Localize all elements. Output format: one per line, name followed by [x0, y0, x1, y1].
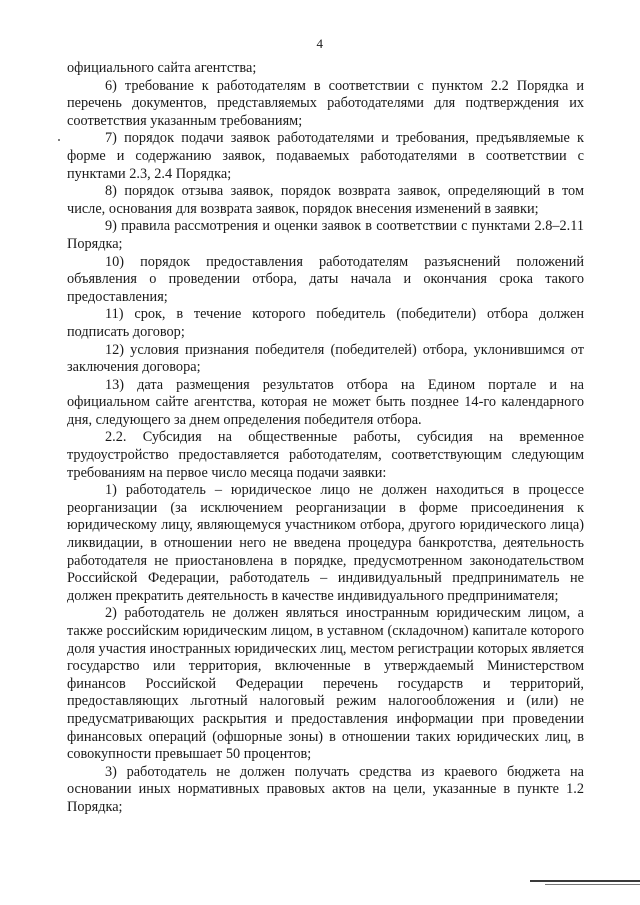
scan-edge-mark-lower: [545, 884, 640, 885]
paragraph-item-8: 8) порядок отзыва заявок, порядок возврата заявок, определяющий в том числе, основания для возврата заявок, порядок внесения изменений в заявки;: [67, 183, 584, 217]
paragraph-requirement-1: 1) работодатель – юридическое лицо не должен находиться в процессе реорганизации (за исключением реорганизации в форме присоединения к юридическому лицу, являющемуся участником отбора, другого юридического лица) ликвидации, в отношении него не введена процедура банкротства, деятельность работодателя не приостановлена в порядке, предусмотренном законодательством Российской Федерации, работодатель – индивидуальный предприниматель не должен прекратить деятельность в качестве индивидуального предпринимателя;: [67, 482, 584, 604]
paragraph-section-2-2: 2.2. Субсидия на общественные работы, субсидия на временное трудоустройство предоставляется работодателям, соответствующим следующим требованиям на первое число месяца подачи заявки:: [67, 429, 584, 481]
paragraph-item-11: 11) срок, в течение которого победитель (победители) отбора должен подписать договор;: [67, 306, 584, 340]
paragraph-item-9: 9) правила рассмотрения и оценки заявок в соответствии с пунктами 2.8–2.11 Порядка;: [67, 218, 584, 252]
scan-edge-mark: [530, 880, 640, 882]
paragraph-item-6: 6) требование к работодателям в соответствии с пунктом 2.2 Порядка и перечень документов, представляемых работодателями для подтверждения их соответствия указанным требованиям;: [67, 77, 584, 129]
paragraph-0: официального сайта агентства;: [67, 60, 257, 76]
paragraph-item-7: 7) порядок подачи заявок работодателями и требования, предъявляемые к форме и содержанию заявок, подаваемых работодателями в соответствии с пунктами 2.3, 2.4 Порядка;: [67, 130, 584, 182]
paragraph-requirement-2: 2) работодатель не должен являться иностранным юридическим лицом, а также российским юридическим лицом, в уставном (складочном) капитале которого доля участия иностранных юридических лиц, местом регистрации которых является государство или территория, включенные в утверждаемый Министерством финансов Российской Федерации перечень государств и территорий, предоставляющих льготный налоговый режим налогообложения и (или) не предусматривающих раскрытия и предоставления информации при проведении финансовых операций (офшорные зоны) в отношении таких юридических лиц, в совокупности превышает 50 процентов;: [67, 605, 584, 763]
document-body: [67, 60, 584, 817]
scan-speck: [58, 139, 60, 141]
paragraph-item-10: 10) порядок предоставления работодателям разъяснений положений объявления о проведении отбора, даты начала и окончания срока такого предоставления;: [67, 253, 584, 305]
page-number: 4: [316, 36, 324, 51]
paragraph-item-12: 12) условия признания победителя (победителей) отбора, уклонившимся от заключения договора;: [67, 341, 584, 376]
paragraph-requirement-3: 3) работодатель не должен получать средства из краевого бюджета на основании иных нормативных правовых актов на цели, указанные в пункте 1.2 Порядка;: [67, 763, 584, 815]
paragraph-item-13: 13) дата размещения результатов отбора на Едином портале и на официальном сайте агентства, которая не может быть позднее 14-го календарного дня, следующего за днем определения победителя отбора.: [67, 376, 584, 428]
